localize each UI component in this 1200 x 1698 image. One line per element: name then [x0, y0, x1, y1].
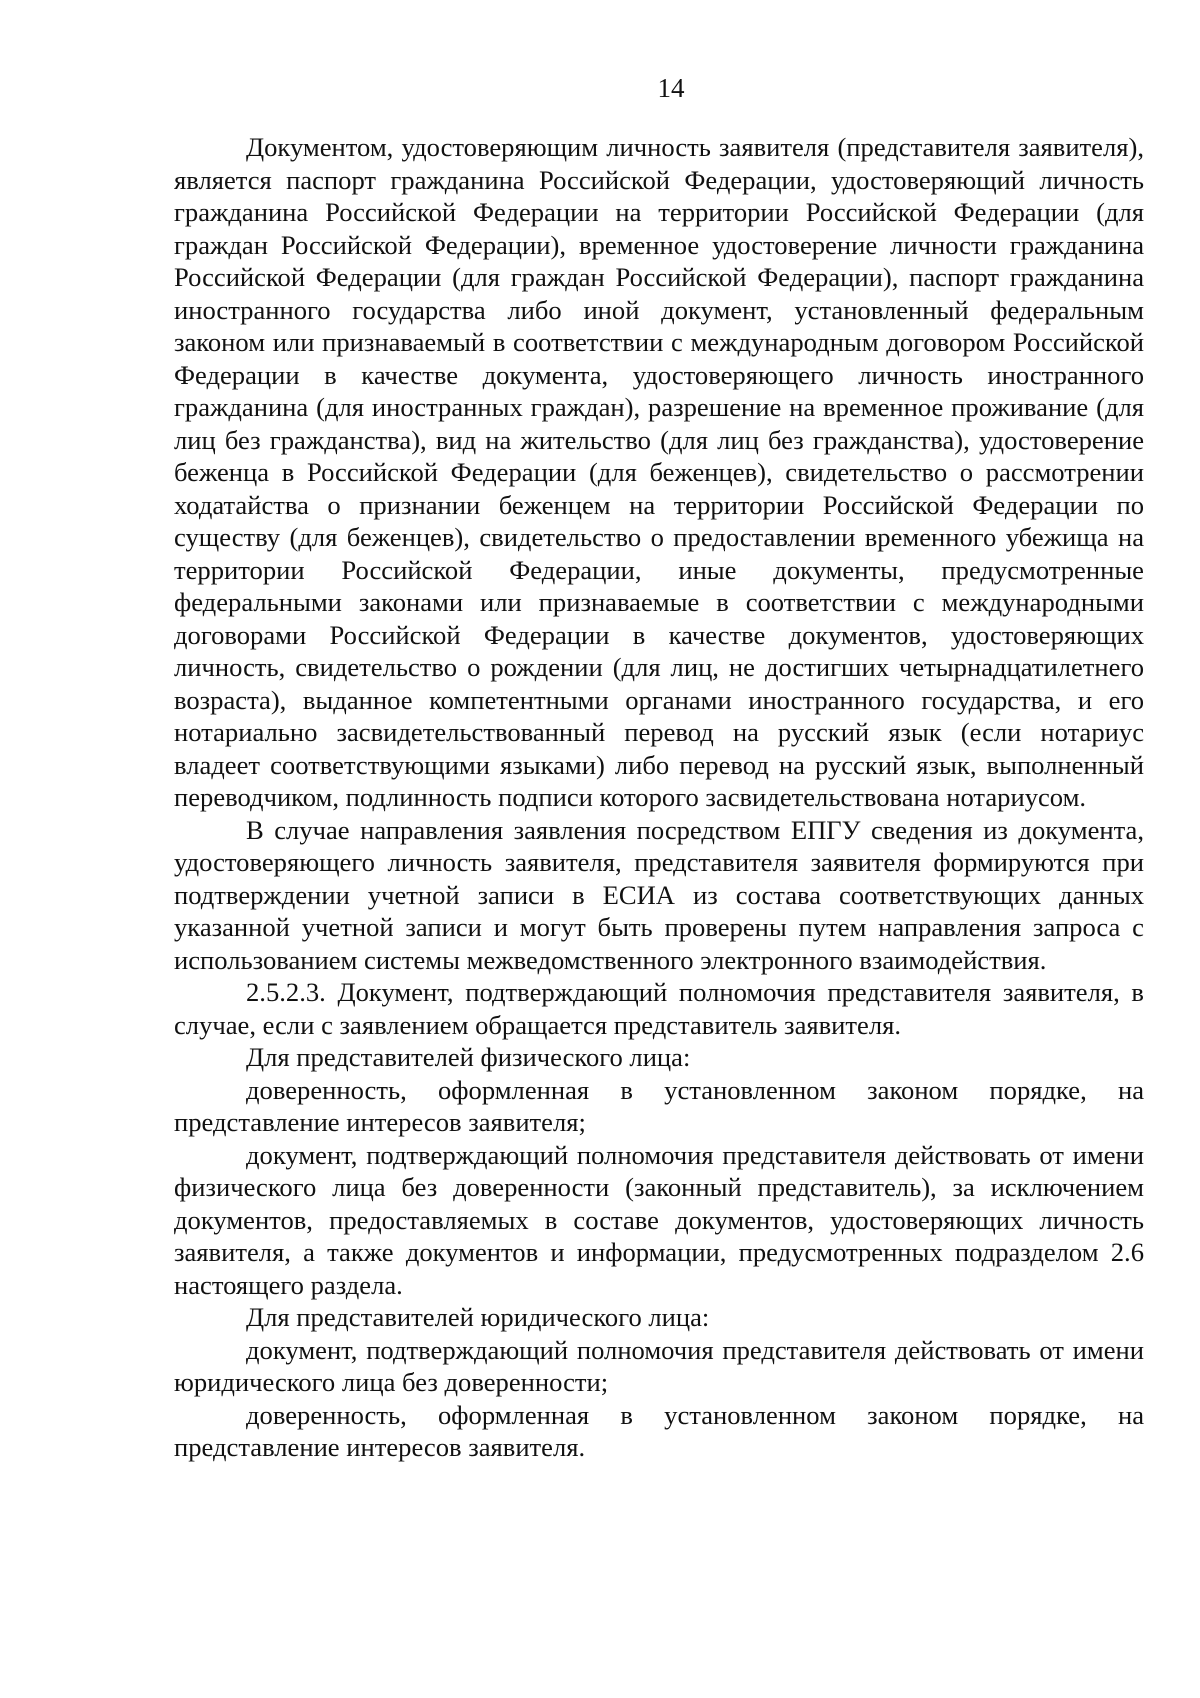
paragraph-individual-authority-document: документ, подтверждающий полномочия представителя действовать от имени физического лица без доверенности (законный представитель), за исключением документов, предоставляемых в составе документов, удостоверяющих личность заявителя, а также документов и информации, предусмотренных подразделом 2.6 настоящего раздела.: [174, 1139, 1144, 1300]
paragraph-individual-power-of-attorney: доверенность, оформленная в установленном законом порядке, на представление интересов заявителя;: [174, 1074, 1144, 1137]
document-body: [174, 131, 1144, 1464]
paragraph-legal-entity-representatives-heading: Для представителей юридического лица:: [246, 1302, 710, 1332]
paragraph-legal-entity-authority-document: документ, подтверждающий полномочия представителя действовать от имени юридического лица без доверенности;: [174, 1334, 1144, 1397]
paragraph-legal-entity-power-of-attorney: доверенность, оформленная в установленном законом порядке, на представление интересов заявителя.: [174, 1399, 1144, 1462]
paragraph-section-2-5-2-3: 2.5.2.3. Документ, подтверждающий полномочия представителя заявителя, в случае, если с заявлением обращается представитель заявителя.: [174, 977, 1144, 1040]
paragraph-identity-documents: Документом, удостоверяющим личность заявителя (представителя заявителя), является паспорт гражданина Российской Федерации, удостоверяющий личность гражданина Российской Федерации на территории Российской Федерации (для граждан Российской Федерации), временное удостоверение личности гражданина Российской Федерации (для граждан Российской Федерации), паспорт гражданина иностранного государства либо иной документ, установленный федеральным законом или признаваемый в соответствии с международным договором Российской Федерации в качестве документа, удостоверяющего личность иностранного гражданина (для иностранных граждан), разрешение на временное проживание (для лиц без гражданства), вид на жительство (для лиц без гражданства), удостоверение беженца в Российской Федерации (для беженцев), свидетельство о рассмотрении ходатайства о признании беженцем на территории Российской Федерации по существу (для беженцев), свидетельство о предоставлении временного убежища на территории Российской Федерации, иные документы, предусмотренные федеральными законами или признаваемые в соответствии с международными договорами Российской Федерации в качестве документов, удостоверяющих личность, свидетельство о рождении (для лиц, не достигших четырнадцатилетнего возраста), выданное компетентными органами иностранного государства, и его нотариально засвидетельствованный перевод на русский язык (если нотариус владеет соответствующими языками) либо перевод на русский язык, выполненный переводчиком, подлинность подписи которого засвидетельствована нотариусом.: [174, 132, 1144, 812]
paragraph-individual-representatives-heading: Для представителей физического лица:: [246, 1042, 691, 1072]
paragraph-epgu-information: В случае направления заявления посредством ЕПГУ сведения из документа, удостоверяющего личность заявителя, представителя заявителя формируются при подтверждении учетной записи в ЕСИА из состава соответствующих данных указанной учетной записи и могут быть проверены путем направления запроса с использованием системы межведомственного электронного взаимодействия.: [174, 814, 1144, 975]
page-number: 14: [657, 73, 685, 103]
